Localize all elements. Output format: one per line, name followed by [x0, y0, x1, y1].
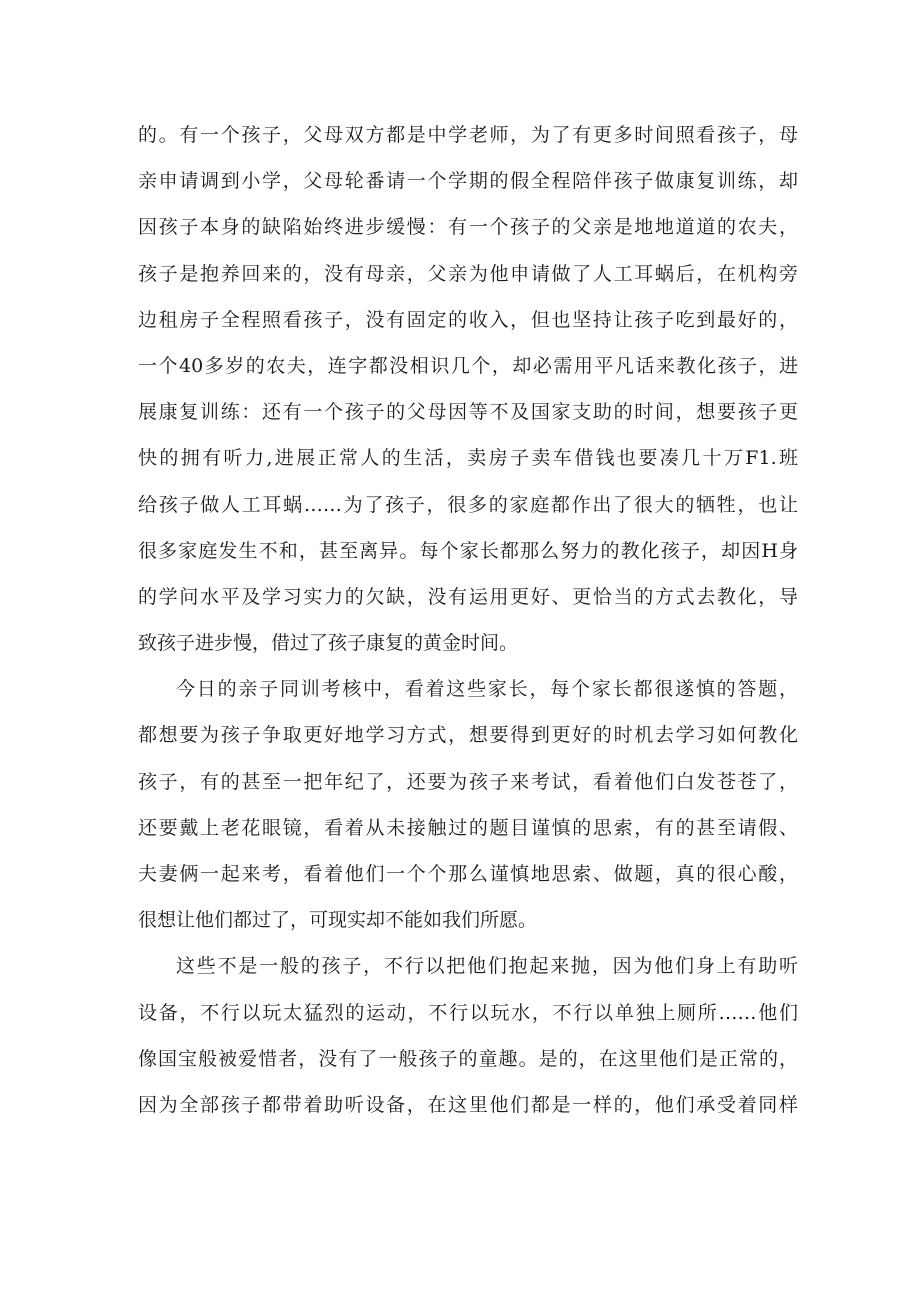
text-line: 亲申请调到小学，父母轮番请一个学期的假全程陪伴孩子做康复训练，却	[138, 170, 798, 193]
text-line: 像国宝般被爱惜者，没有了一般孩子的童趣。是的，在这里他们是正常的，	[138, 1047, 798, 1070]
text-line: 很多家庭发生不和，甚至离异。每个家长都那么努力的教化孩子，却因H身	[138, 539, 798, 562]
text-line: 快的拥有听力,进展正常人的生活，卖房子卖车借钱也要凑几十万F1.班	[138, 447, 798, 470]
text-line: 展康复训练：还有一个孩子的父母因等不及国家支助的时间，想要孩子更	[138, 401, 798, 424]
text-line: 孩子，有的甚至一把年纪了，还要为孩子来考试，看着他们白发苍苍了，	[138, 770, 798, 793]
text-line: 今日的亲子同训考核中，看着这些家长，每个家长都很遂慎的答题，	[176, 678, 798, 701]
text-line: 因为全部孩子都带着助听设备，在这里他们都是一样的，他们承受着同样	[138, 1093, 798, 1116]
text-line: 夫妻俩一起来考，看着他们一个个那么谨慎地思索、做题，真的很心酸，	[138, 863, 798, 885]
text-line: 边租房子全程照看孩子，没有固定的收入，但也坚持让孩子吃到最好的，	[138, 308, 798, 331]
document-body	[138, 112, 798, 1128]
text-line: 因孩子本身的缺陷始终进步缓慢：有一个孩子的父亲是地地道道的农夫，	[138, 216, 798, 239]
paragraph-3	[138, 943, 798, 1128]
paragraph-2	[138, 666, 798, 943]
text-line: 都想要为孩子争取更好地学习方式，想要得到更好的时机去学习如何教化	[138, 724, 798, 747]
text-line: 还要戴上老花眼镜，看着从未接触过的题目谨慎的思索，有的甚至请假、	[138, 816, 798, 839]
text-line: 孩子是抱养回来的，没有母亲，父亲为他申请做了人工耳蜗后，在机构旁	[138, 262, 798, 285]
text-line: 的。有一个孩子，父母双方都是中学老师，为了有更多时间照看孩子，母	[138, 124, 798, 146]
paragraph-1	[138, 112, 798, 666]
text-line: 给孩子做人工耳蜗……为了孩子，很多的家庭都作出了很大的牺牲，也让	[138, 493, 798, 516]
text-line: 致孩子进步慢，借过了孩子康复的黄金时间。	[138, 632, 519, 655]
text-line: 的学问水平及学习实力的欠缺，没有运用更好、更恰当的方式去教化，导	[138, 585, 798, 608]
text-line: 设备，不行以玩太猛烈的运动，不行以玩水，不行以单独上厕所……他们	[138, 1001, 798, 1024]
text-line: 这些不是一般的孩子，不行以把他们抱起来抛，因为他们身上有助听	[176, 955, 798, 978]
text-line: 一个40多岁的农夫，连字都没相识几个，却必需用平凡话来教化孩子，进	[138, 354, 798, 377]
text-line: 很想让他们都过了，可现实却不能如我们所愿。	[138, 909, 538, 932]
